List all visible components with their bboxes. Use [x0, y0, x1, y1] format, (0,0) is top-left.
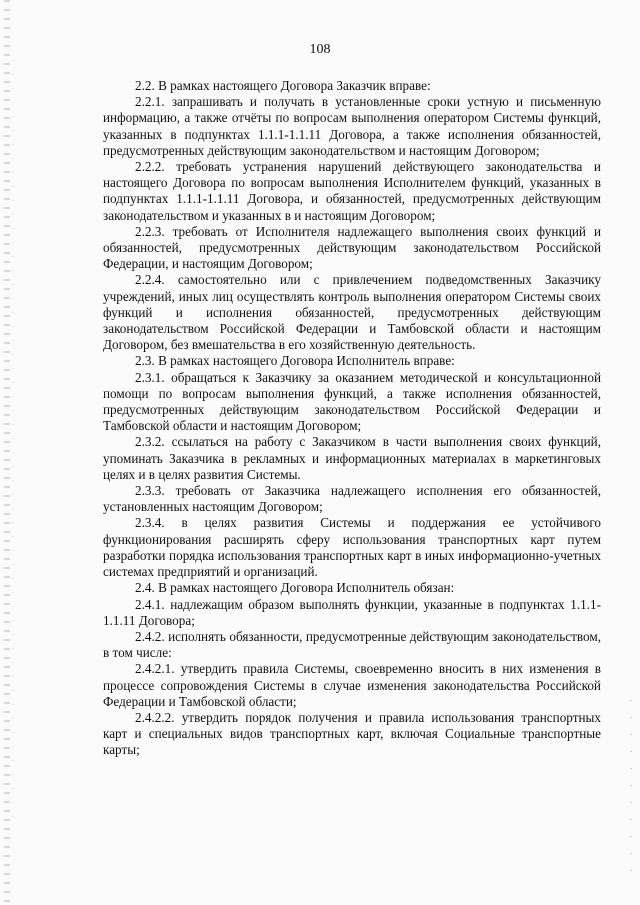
paragraph-2-3-2: 2.3.2. ссылаться на работу с Заказчиком в части выполнения своих функций, упоминать Заказчика в рекламных и информационных материалах в маркетинговых целях и в целях развития Системы. [103, 434, 601, 482]
paragraph-2-3-3: 2.3.3. требовать от Заказчика надлежащего исполнения его обязанностей, установленных настоящим Договором; [103, 483, 601, 515]
paragraph-2-4-1: 2.4.1. надлежащим образом выполнять функции, указанные в подпунктах 1.1.1-1.1.11 Договора; [103, 596, 601, 628]
paragraph-2-2-3: 2.2.3. требовать от Исполнителя надлежащего выполнения своих функций и обязанностей, предусмотренных действующим законодательством Российской Федерации, и настоящим Договором; [103, 223, 601, 272]
paragraph-2-2-2: 2.2.2. требовать устранения нарушений действующего законодательства и настоящего Договора по вопросам выполнения Исполнителем функций, указанных в подпунктах 1.1.1-1.1.11 Договора, и обязанностей, предусмотренных действующим законодательством и указанных в и настоящим Договором; [103, 159, 601, 223]
paragraph-2-2: 2.2. В рамках настоящего Договора Заказчик вправе: [135, 78, 431, 93]
paragraph-2-3-4: 2.3.4. в целях развития Системы и поддержания ее устойчивого функционирования расширять сферу использования транспортных карт путем разработки порядка использования транспортных карт в иных информационно-учетных системах предприятий и организаций. [103, 515, 601, 580]
paragraph-2-2-1: 2.2.1. запрашивать и получать в установленные сроки устную и письменную информацию, а также отчёты по вопросам выполнения оператором Системы функций, указанных в подпунктах 1.1.1-1.1.11 Договора, а также исполнения обязанностей, предусмотренных действующим законодательством и настоящим Договором; [103, 94, 601, 158]
document-body [103, 78, 601, 759]
paragraph-2-4-2: 2.4.2. исполнять обязанности, предусмотренные действующим законодательством, в том числе: [103, 628, 601, 661]
paragraph-2-3: 2.3. В рамках настоящего Договора Исполнитель вправе: [135, 353, 455, 369]
paragraph-2-4: 2.4. В рамках настоящего Договора Исполнитель обязан: [135, 580, 455, 596]
scan-edge-artifact [4, 0, 10, 905]
paragraph-2-2-4: 2.2.4. самостоятельно или с привлечением подведомственных Заказчику учреждений, иных лиц осуществлять контроль выполнения оператором Системы своих функций и исполнения обязанностей, предусмотренных действующим законодательством Российской Федерации и Тамбовской области и настоящим Договором, без вмешательства в его хозяйственную деятельность. [103, 272, 601, 353]
paragraph-2-4-2-2: 2.4.2.2. утвердить порядок получения и правила использования транспортных карт и специальных видов транспортных карт, включая Социальные транспортные карты; [103, 709, 601, 758]
page-number: 108 [309, 42, 331, 57]
paragraph-2-3-1: 2.3.1. обращаться к Заказчику за оказанием методической и консультационной помощи по вопросам выполнения функций, а также исполнения обязанностей, предусмотренных действующим законодательством Российской Федерации и Тамбовской области и настоящим Договором; [103, 369, 601, 434]
paragraph-2-4-2-1: 2.4.2.1. утвердить правила Системы, своевременно вносить в них изменения в процессе сопровождения Системы в случае изменения законодательства Российской Федерации и Тамбовской области; [103, 661, 601, 709]
scan-speckle-artifact [630, 700, 632, 880]
scan-edge-artifact-inner [12, 60, 14, 820]
